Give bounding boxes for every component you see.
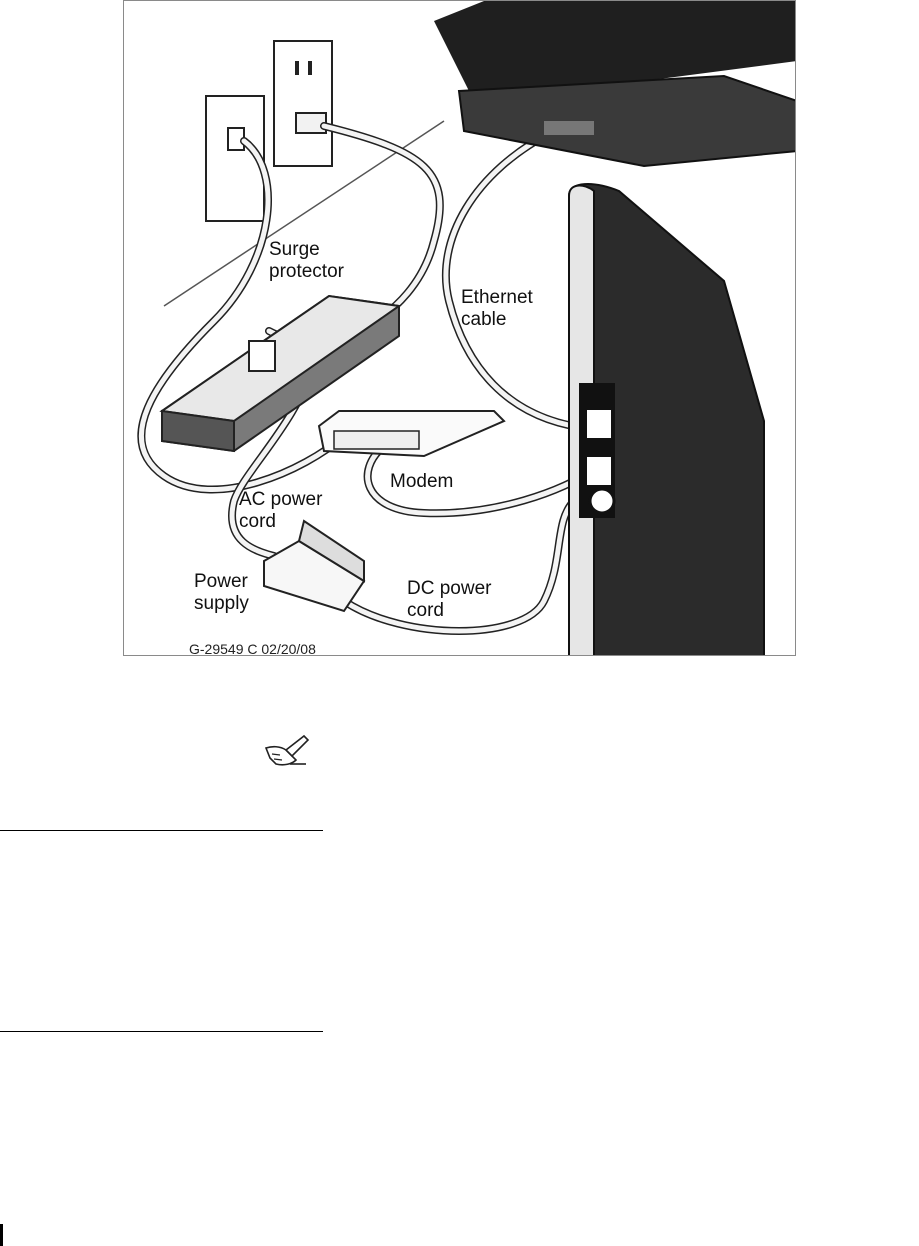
pen-writing-icon [262, 734, 312, 770]
note-bottom-rule [0, 1031, 323, 1032]
power-supply [264, 521, 364, 611]
label-ethernet-cable: Ethernet cable [461, 287, 533, 330]
hardware-connection-diagram [124, 1, 796, 656]
label-power-supply: Power supply [194, 571, 249, 614]
router [569, 184, 764, 656]
modem [319, 411, 504, 456]
figure-id: G-29549 C 02/20/08 [189, 641, 316, 656]
note-top-rule [0, 830, 323, 831]
outlet-slot [308, 61, 312, 75]
setup-illustration [123, 0, 796, 656]
label-dc-power-cord: DC power cord [407, 578, 492, 621]
page-edge-mark [0, 1224, 3, 1246]
label-ac-power-cord: AC power cord [239, 489, 323, 532]
label-surge-protector: Surge protector [269, 239, 344, 282]
label-modem: Modem [390, 471, 454, 492]
power-outlet-plate [274, 41, 332, 166]
laptop [434, 1, 796, 166]
outlet-slot [295, 61, 299, 75]
